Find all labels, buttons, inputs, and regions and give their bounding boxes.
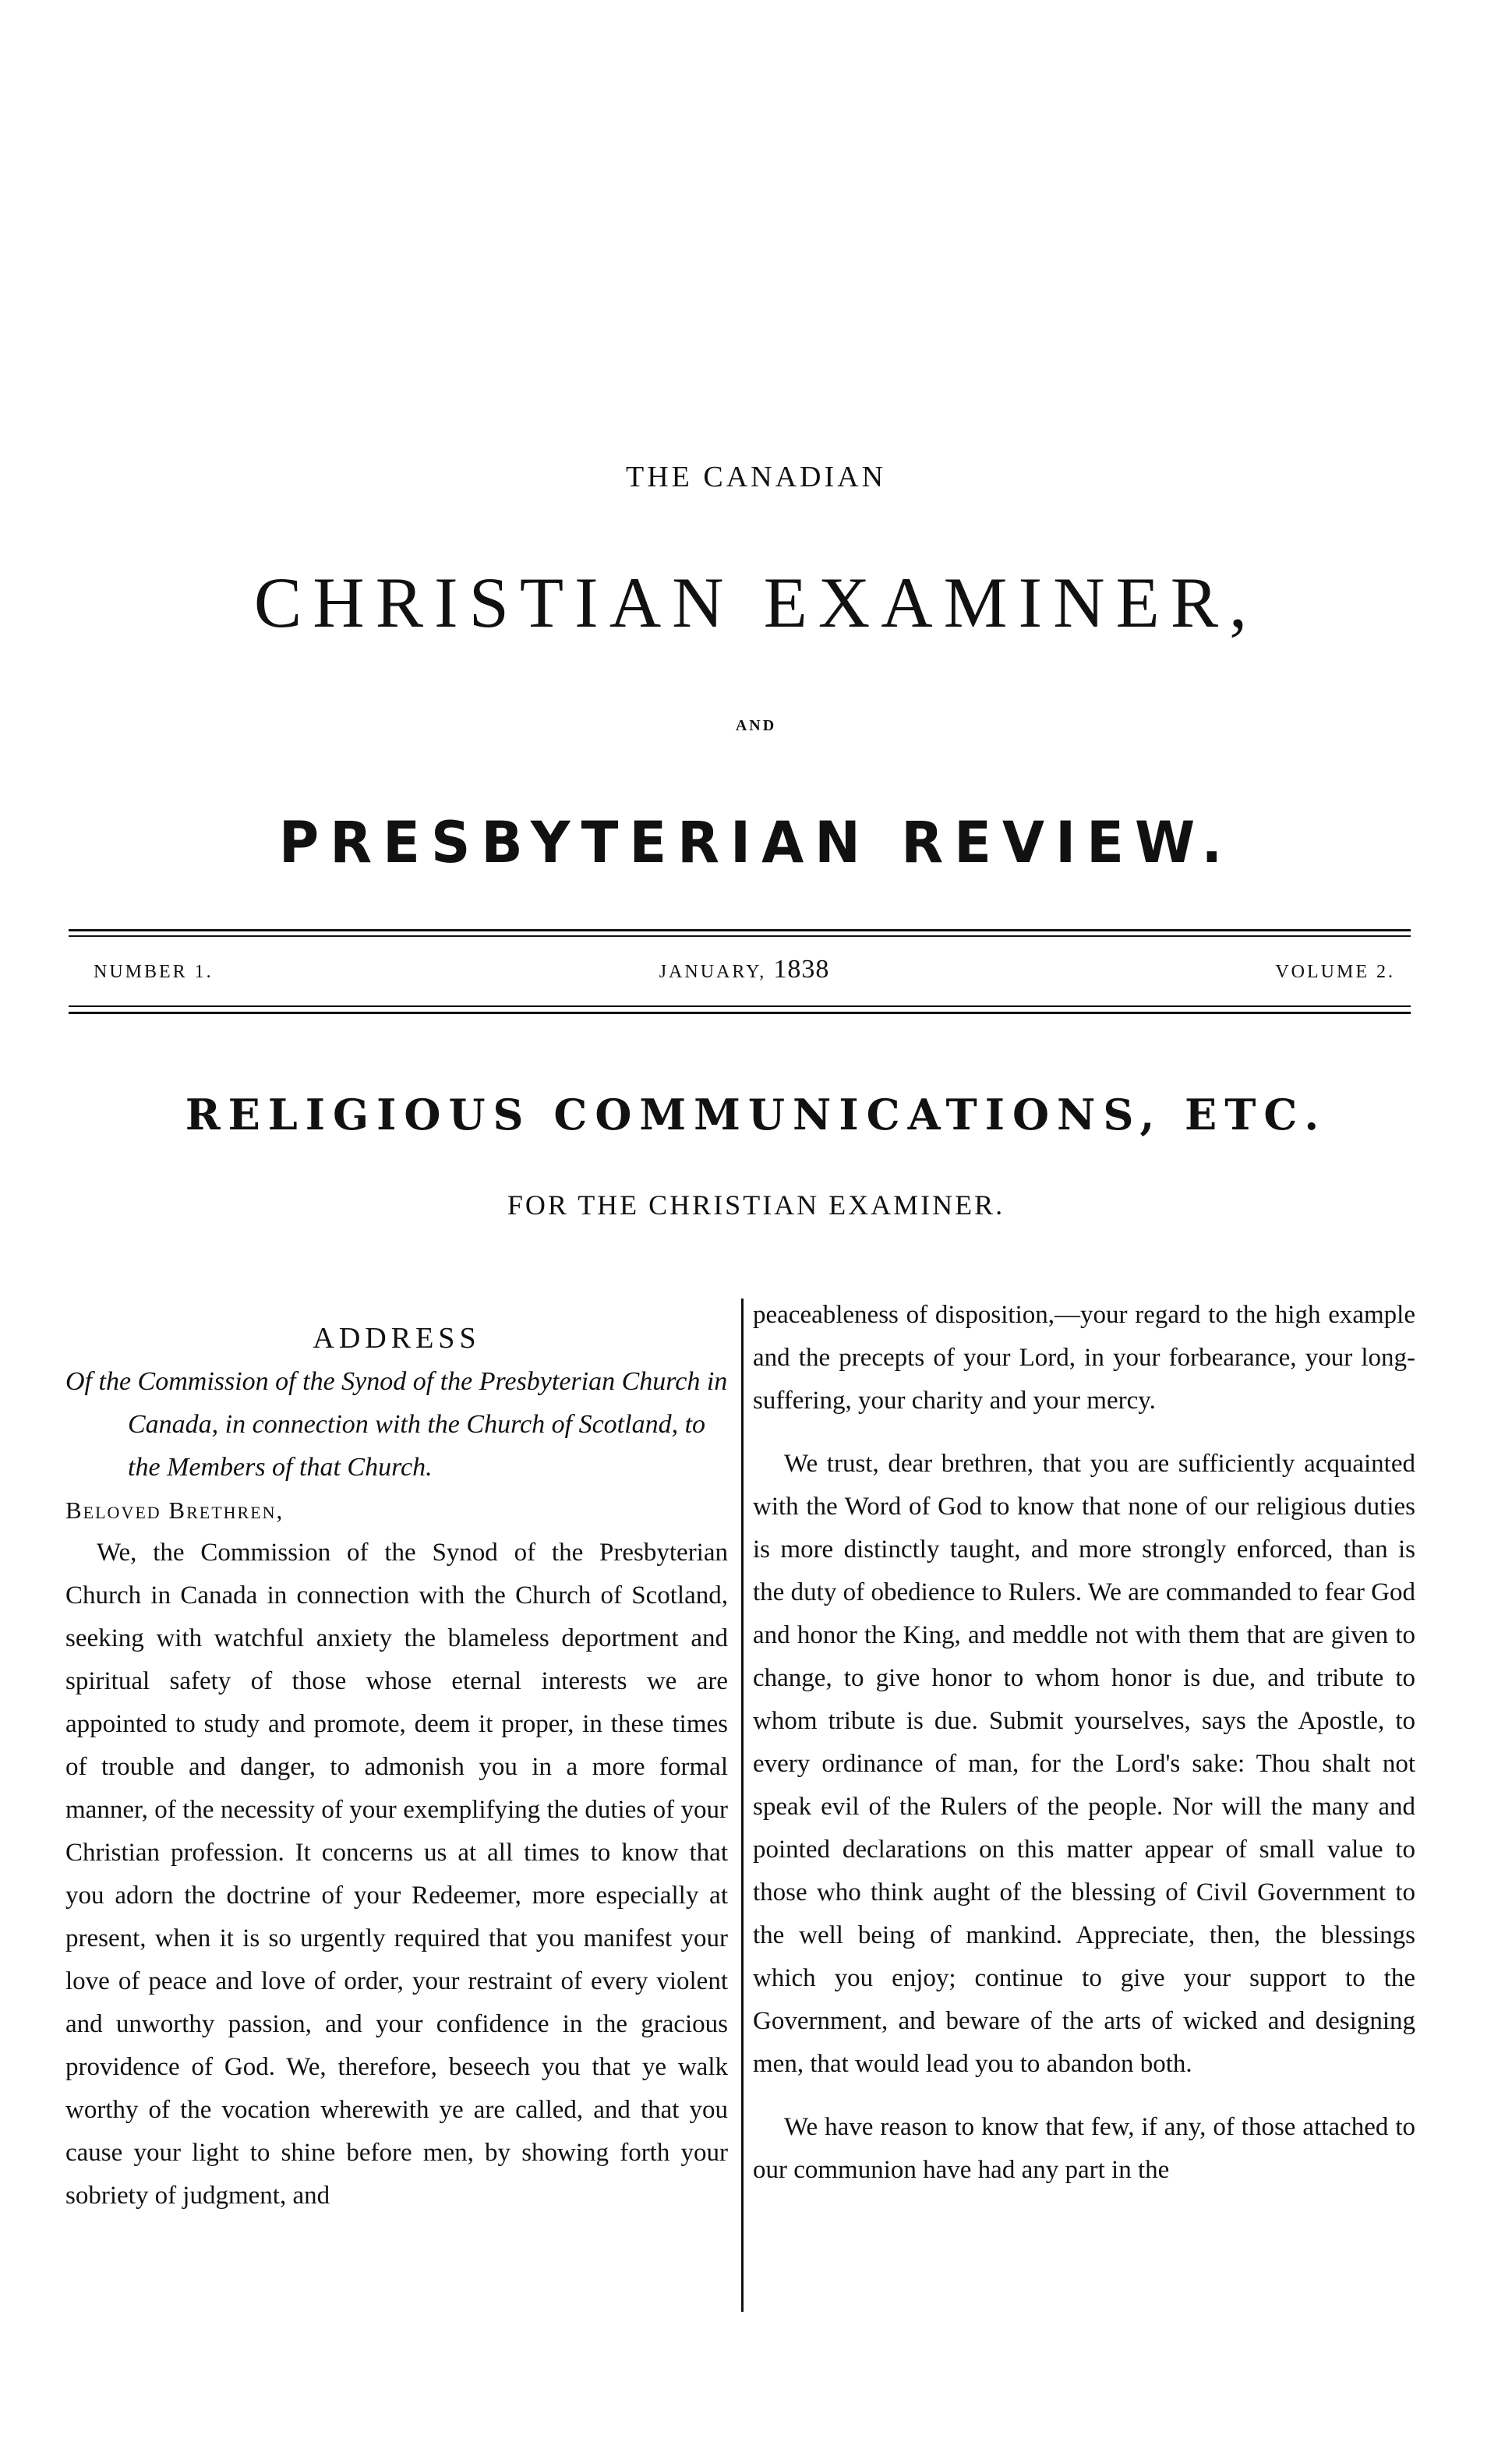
article-subheading: Of the Commission of the Synod of the Presbyterian Church in Canada, in connection with the Church of Scotland, to the Members of that Church. bbox=[65, 1367, 728, 1482]
column-divider bbox=[741, 1299, 744, 2312]
right-column bbox=[753, 1294, 1415, 2192]
bottom-rule bbox=[69, 1012, 1411, 1014]
issue-date-year: 1838 bbox=[773, 955, 830, 984]
masthead-and: AND bbox=[735, 717, 777, 734]
article-paragraph: We trust, dear brethren, that you are sufficiently acquainted with the Word of God to know that none of our religious duties is more distinctly taught, and more strongly enforced, than is the duty of obedience to Rulers. We are commanded to fear God and honor the King, and meddle not with them that are given to change, to give honor to whom honor is due, and tribute to whom tribute is due. Submit yourselves, says the Apostle, to every ordinance of man, for the Lord's sake: Thou shalt not speak evil of the Rulers of the people. Nor will the many and pointed declarations on this matter appear of small value to those who think aught of the blessing of Civil Government to the well being of mankind. Appreciate, then, the blessings which you enjoy; continue to give your support to the Government, and beware of the arts of wicked and designing men, that would lead you to abandon both. bbox=[753, 1450, 1415, 2078]
article-paragraph: We, the Commission of the Synod of the Presbyterian Church in Canada in connection with the Church of Scotland, seeking with watchful anxiety the blameless deportment and spiritual safety of those whose eternal interests we are appointed to study and promote, deem it proper, in these times of trouble and danger, to admonish you in a more formal manner, of the necessity of your exemplifying the duties of your Christian profession. It concerns us at all times to know that you adorn the doctrine of your Redeemer, more especially at present, when it is so urgently required that you manifest your love of peace and love of order, your restraint of every violent and unworthy passion, and your confidence in the gracious providence of God. We, therefore, beseech you that ye walk worthy of the vocation wherewith ye are called, and that you cause your light to shine before men, by showing forth your sobriety of judgment, and bbox=[65, 1539, 728, 2210]
top-rule bbox=[69, 929, 1411, 931]
issue-number: NUMBER 1. bbox=[94, 962, 214, 982]
top-rule-thin bbox=[69, 935, 1411, 937]
issue-line bbox=[94, 955, 1395, 984]
article-paragraph: peaceableness of disposition,—your regard to the high example and the precepts of your Lord, in your forbearance, your long-suffering, your charity and your mercy. bbox=[753, 1301, 1415, 1415]
issue-volume: VOLUME 2. bbox=[1275, 962, 1395, 982]
section-for-line: FOR THE CHRISTIAN EXAMINER. bbox=[507, 1189, 1005, 1221]
masthead-subtitle: PRESBYTERIAN REVIEW. bbox=[278, 808, 1234, 877]
issue-date-month: JANUARY, bbox=[659, 962, 767, 982]
masthead-title: CHRISTIAN EXAMINER, bbox=[253, 563, 1259, 642]
article-paragraph: We have reason to know that few, if any, of those attached to our communion have had any part in the bbox=[753, 2113, 1415, 2184]
left-column bbox=[65, 1294, 728, 2217]
article-heading: ADDRESS bbox=[313, 1322, 481, 1355]
article-salutation: Beloved Brethren, bbox=[65, 1497, 284, 1524]
bottom-rule-thin bbox=[69, 1005, 1411, 1007]
masthead-pre-title: THE CANADIAN bbox=[625, 461, 887, 493]
section-title: RELIGIOUS COMMUNICATIONS, ETC. bbox=[185, 1090, 1327, 1140]
issue-date bbox=[659, 955, 830, 984]
